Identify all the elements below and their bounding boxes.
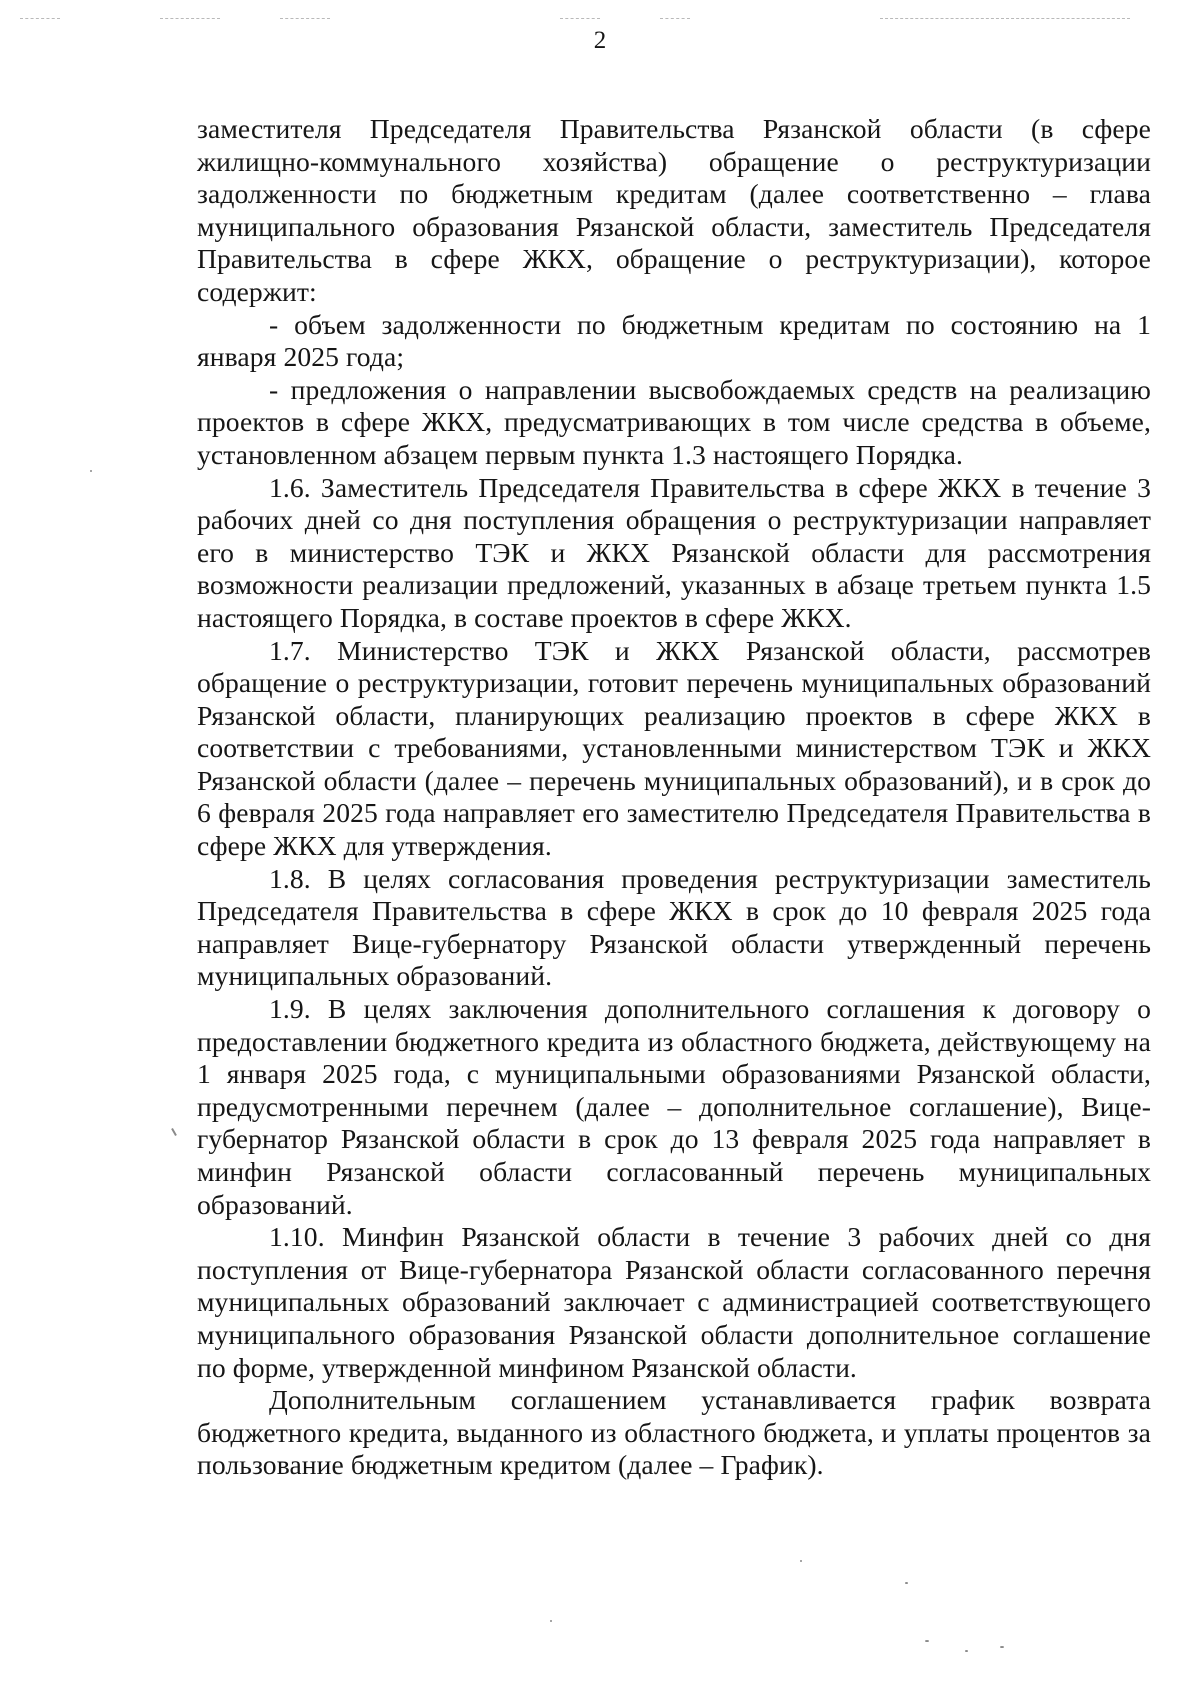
scan-speck xyxy=(90,470,92,472)
page-number: 2 xyxy=(593,27,607,54)
paragraph: 1.7. Министерство ТЭК и ЖКХ Рязанской области, рассмотрев обращение о реструктуризации, готовит перечень муниципальных образований Рязанской области, планирующих реализацию проектов в сфере ЖКХ в соответствии с требованиями, установленными министерством ТЭК и ЖКХ Рязанской области (далее – перечень муниципальных образований), и в срок до 6 февраля 2025 года направляет его заместителю Председателя Правительства в сфере ЖКХ для утверждения. xyxy=(197,634,1151,862)
paragraph: Дополнительным соглашением устанавливается график возврата бюджетного кредита, выданного из областного бюджета, и уплаты процентов за пользование бюджетным кредитом (далее – График). xyxy=(197,1384,1151,1481)
scan-artifact-top xyxy=(560,18,600,19)
scan-artifact-top xyxy=(160,18,220,19)
paragraph: 1.10. Минфин Рязанской области в течение 3 рабочих дней со дня поступления от Вице-губернатора Рязанской области согласованного перечня муниципальных образований заключает с администрацией соответствующего муниципального образования Рязанской области дополнительное соглашение по форме, утвержденной минфином Рязанской области. xyxy=(197,1221,1151,1383)
scan-speck xyxy=(550,1620,552,1622)
scan-artifact-top xyxy=(880,18,1130,19)
scan-speck xyxy=(905,1582,908,1584)
paragraph: 1.8. В целях согласования проведения реструктуризации заместитель Председателя Правительства в сфере ЖКХ в срок до 10 февраля 2025 года направляет Вице-губернатору Рязанской области утвержденный перечень муниципальных образований. xyxy=(197,862,1151,992)
scan-speck xyxy=(171,1128,177,1136)
paragraph: 1.9. В целях заключения дополнительного соглашения к договору о предоставлении бюджетного кредита из областного бюджета, действующему на 1 января 2025 года, с муниципальными образованиями Рязанской области, предусмотренными перечнем (далее – дополнительное соглашение), Вице-губернатор Рязанской области в срок до 13 февраля 2025 года направляет в минфин Рязанской области согласованный перечень муниципальных образований. xyxy=(197,993,1151,1220)
scan-speck xyxy=(965,1650,968,1652)
scan-artifact-top xyxy=(660,18,690,19)
paragraph: - объем задолженности по бюджетным кредитам по состоянию на 1 января 2025 года; xyxy=(197,308,1151,373)
paragraph: - предложения о направлении высвобождаемых средств на реализацию проектов в сфере ЖКХ, предусматривающих в том числе средства в объеме, установленном абзацем первым пункта 1.3 настоящего Порядка. xyxy=(197,373,1151,470)
paragraph: 1.6. Заместитель Председателя Правительства в сфере ЖКХ в течение 3 рабочих дней со дня поступления обращения о реструктуризации направляет его в министерство ТЭК и ЖКХ Рязанской области для рассмотрения возможности реализации предложений, указанных в абзаце третьем пункта 1.5 настоящего Порядка, в составе проектов в сфере ЖКХ. xyxy=(197,471,1151,633)
scan-speck xyxy=(1000,1646,1004,1648)
document-body xyxy=(197,113,1151,1482)
scan-artifact-top xyxy=(280,18,330,19)
scan-speck xyxy=(925,1640,929,1642)
scan-speck xyxy=(800,1560,802,1562)
paragraph: заместителя Председателя Правительства Рязанской области (в сфере жилищно-коммунального хозяйства) обращение о реструктуризации задолженности по бюджетным кредитам (далее соответственно – глава муниципального образования Рязанской области, заместитель Председателя Правительства в сфере ЖКХ, обращение о реструктуризации), которое содержит: xyxy=(197,113,1151,307)
scan-artifact-top xyxy=(20,18,60,19)
